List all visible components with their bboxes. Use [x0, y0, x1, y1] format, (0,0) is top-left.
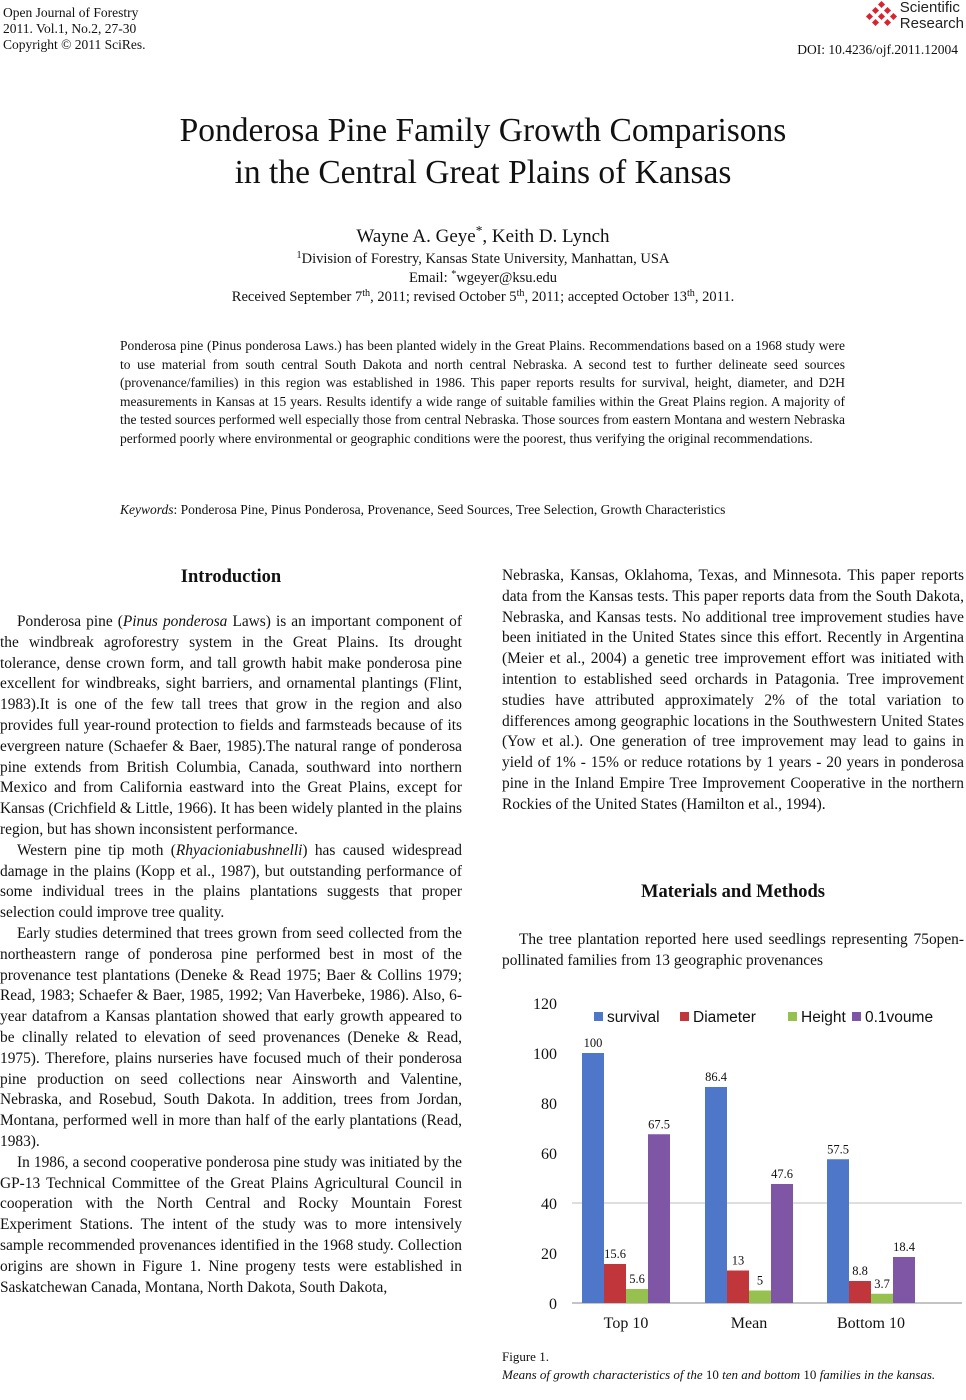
x-tick-label: Mean: [730, 1315, 768, 1332]
journal-name: Open Journal of Forestry: [3, 5, 139, 20]
figure-1-chart: [502, 990, 966, 1335]
bar-0-1voume: [648, 1134, 670, 1303]
data-label: 3.7: [874, 1276, 890, 1291]
data-label: 5.6: [629, 1272, 645, 1286]
data-label: 47.6: [771, 1167, 793, 1181]
paragraph: Early studies determined that trees grown from seed collected from the northeastern range of ponderosa pine performed best in most of the provenance test plantations (Deneke & Read 1975; Baer & Collins 1979; Read, 1983; Schaefer & Baer, 1985, 1992; Van Haverbeke, 1986). Also, 6-year datafrom a Kansas plantation showed that early growth appeared to be clinally related to elevation of seed provenances (Deneke & Read, 1975). Therefore, plains nurseries have focused much of their ponderosa pine production on seed collections near Ainsworth and Valentine, Nebraska, and Rosebud, South Dakota. In addition, trees from Jordan, Montana, performed well in more than half of the early plantations (Read, 1983).: [0, 924, 462, 1150]
authors: Wayne A. Geye*, Keith D. Lynch: [356, 223, 610, 247]
affiliation: $^1$Division of Forestry, Kansas State University, Manhattan, USA: [296, 249, 670, 267]
bar-chart-svg: [502, 990, 966, 1335]
section-heading-introduction: Introduction: [180, 567, 282, 587]
paragraph: In 1986, a second cooperative ponderosa pine study was initiated by the GP-13 Technical Committee of the Great Plains Agricultural Council in cooperation with the North Central and Rocky Mountain Forest Experiment Stations. The intent of the study was to more intensively sample recommended provenances identified in the 1968 study. Collection origins are shown in Figure 1. Nine progeny tests were established in Saskatchewan Canada, Montana, North Dakota, South Dakota,: [0, 1153, 462, 1296]
figure-caption: Means of growth characteristics of the 10 ten and bottom 10 families in the kansas.: [502, 1367, 936, 1382]
right-column-top: [502, 566, 964, 816]
y-tick-label: 120: [533, 996, 557, 1013]
data-label: 15.6: [604, 1247, 626, 1261]
doi: DOI: 10.4236/ojf.2011.12004: [797, 42, 958, 57]
bar-survival: [827, 1159, 849, 1303]
journal-volume: 2011. Vol.1, No.2, 27-30: [3, 21, 137, 36]
paragraph: Ponderosa pine (Pinus ponderosa Laws) is an important component of the windbreak agroforestry system in the Great Plains. Its drought tolerance, dense crown form, and tall growth habit make ponderosa pine excellent for windbreaks, sight barriers, and ornamental plantings (Flint, 1983).It is one of the few tall trees that grow in the region and also provides full year-round protection to fields and farmsteads because of its evergreen nature (Schaefer & Baer, 1985).The natural range of ponderosa pine extends from British Columbia, Canada, southward into northern Mexico and from California eastward into the Great Plains, except for Kansas (Crichfield & Little, 1966). It has been widely planted in the plains region, but has shown inconsistent performance.: [0, 613, 463, 838]
bar-height: [871, 1294, 893, 1303]
legend-swatch: [594, 1012, 603, 1021]
figure-label: Figure 1.: [502, 1349, 549, 1364]
legend-label: Diameter: [693, 1009, 756, 1026]
paragraph: Western pine tip moth (Rhyacioniabushnelli) has caused widespread damage in the plains (Kopp et al., 1987), but outstanding performance of some individual trees in the plains plantations suggests that proper selection could improve tree quality.: [0, 841, 462, 922]
data-label: 8.8: [852, 1264, 868, 1278]
data-label: 13: [731, 1253, 745, 1268]
journal-header: [3, 5, 146, 53]
bar-height: [626, 1289, 648, 1303]
left-column: [0, 612, 462, 1298]
data-label: 86.4: [705, 1070, 727, 1084]
data-label: 67.5: [648, 1117, 670, 1132]
legend-label: 0.1voume: [865, 1009, 934, 1026]
bar-survival: [582, 1053, 604, 1303]
email: Email: *wgeyer@ksu.edu: [408, 268, 558, 286]
journal-copyright: Copyright © 2011 SciRes.: [3, 37, 146, 52]
y-tick-label: 0: [549, 1296, 557, 1313]
y-tick-label: 80: [541, 1096, 557, 1113]
legend-swatch: [680, 1012, 689, 1021]
y-tick-label: 100: [533, 1046, 557, 1063]
data-label: 100: [583, 1036, 603, 1050]
legend-label: Height: [801, 1009, 846, 1026]
bar-survival: [705, 1087, 727, 1303]
data-label: 18.4: [893, 1240, 915, 1254]
bar-diameter: [727, 1271, 749, 1304]
x-tick-label: Bottom 10: [836, 1315, 906, 1332]
data-label: 57.5: [827, 1142, 849, 1157]
received-dates: Received September 7th, 2011; revised October 5th, 2011; accepted October 13th, 2011.: [231, 287, 735, 305]
paragraph: Nebraska, Kansas, Oklahoma, Texas, and Minnesota. This paper reports data from the Kansas tests. This paper reports data from the South Dakota, Nebraska, and Kansas tests. No additional tree improvement studies have been initiated in the United States since this effort. Recently in Argentina (Meier et al., 2004) a genetic tree improvement effort was initiated with intention to established seed orchards in Patagonia. Tree improvement studies have attributed approximately 2% of the total variation to differences among geographic locations in the Southwestern United States (Yow et al.). One generation of tree improvement may lead to gains in yield of 1% - 15% or reduce rotations by 1 years - 20 years in ponderosa pine in the Inland Empire Tree Improvement Cooperative in the northern Rockies of the United States (Hamilton et al., 1994).: [502, 567, 964, 813]
x-tick-label: Top 10: [603, 1315, 649, 1332]
keywords: Keywords: Ponderosa Pine, Pinus Ponderosa, Provenance, Seed Sources, Tree Selection, Growth Characteristics: [120, 502, 726, 517]
publisher-logo: [864, 0, 964, 32]
paragraph: The tree plantation reported here used seedlings representing 75open-pollinated families from 13 geographic provenances: [502, 931, 964, 969]
legend-swatch: [788, 1012, 797, 1021]
bar-diameter: [849, 1281, 871, 1303]
legend-swatch: [852, 1012, 861, 1021]
paper-title: Ponderosa Pine Family Growth Comparisons in the Central Great Plains of Kansas: [179, 112, 787, 191]
bar-0-1voume: [771, 1184, 793, 1303]
bar-height: [749, 1291, 771, 1304]
abstract: Ponderosa pine (Pinus ponderosa Laws.) has been planted widely in the Great Plains. Recommendations based on a 1968 study were to use material from south central South Dakota and north central Nebraska. A second test to further delineate seed sources (provenance/families) in this region was established in 1986. This paper reports results for survival, height, diameter, and D2H measurements in Kansas at 15 years. Results identify a wide range of suitable families within the Great Plains region. A majority of the tested sources performed well especially those from central Nebraska. Those sources from eastern Montana and western Nebraska performed poorly where environmental or geographic conditions were the poorest, thus verifying the original recommendations.: [120, 338, 845, 446]
publisher-logo-icon: [864, 1, 898, 31]
data-label: 5: [756, 1273, 764, 1288]
bar-diameter: [604, 1264, 626, 1303]
publisher-logo-text: Scientific Research: [899, 0, 964, 32]
section-heading-methods: Materials and Methods: [641, 882, 825, 902]
bar-0-1voume: [893, 1257, 915, 1303]
y-tick-label: 40: [541, 1196, 557, 1213]
y-tick-label: 20: [541, 1246, 557, 1263]
right-column-methods: [502, 930, 964, 972]
y-tick-label: 60: [541, 1146, 557, 1163]
legend-label: survival: [607, 1009, 660, 1026]
